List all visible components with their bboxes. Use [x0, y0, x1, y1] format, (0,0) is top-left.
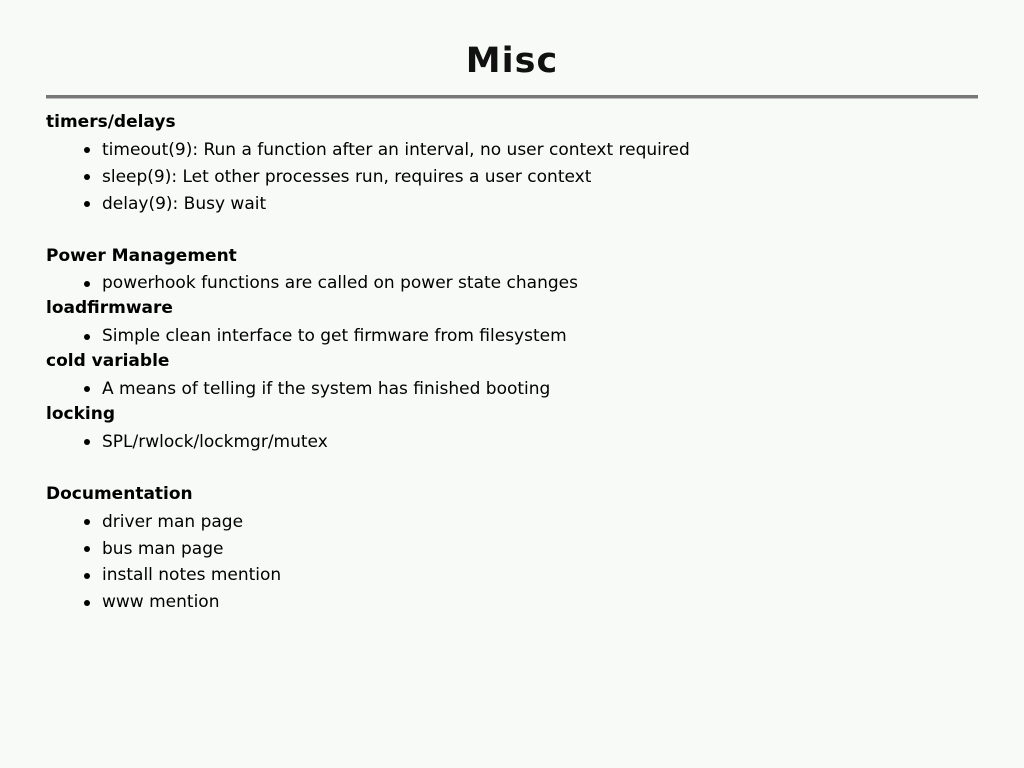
bullet-dot-icon — [84, 201, 90, 207]
section-heading: Documentation — [46, 483, 193, 504]
bullet-dot-icon — [84, 147, 90, 153]
bullet-list — [46, 270, 978, 297]
list-item — [84, 323, 978, 350]
bullet-dot-icon — [84, 281, 90, 287]
bullet-dot-icon — [84, 546, 90, 552]
list-item-label: delay(9): Busy wait — [102, 193, 267, 214]
content-group-power-management — [46, 245, 978, 298]
bullet-dot-icon — [84, 334, 90, 340]
list-item — [84, 270, 978, 297]
bullet-list — [46, 323, 978, 350]
list-item-label: timeout(9): Run a function after an interval, no user context required — [102, 139, 690, 160]
bullet-dot-icon — [84, 174, 90, 180]
list-item — [84, 562, 978, 589]
title-divider — [46, 95, 978, 99]
section-heading: timers/delays — [46, 112, 176, 132]
section-heading: cold variable — [46, 351, 170, 372]
content-group-documentation — [46, 483, 978, 616]
list-item-label: bus man page — [102, 538, 224, 559]
list-item-label: driver man page — [102, 511, 244, 532]
list-item-label: A means of telling if the system has finished booting — [102, 379, 551, 400]
list-item — [84, 164, 978, 191]
list-item — [84, 536, 978, 563]
list-item — [84, 509, 978, 536]
list-item-label: Simple clean interface to get firmware from filesystem — [102, 326, 567, 347]
bullet-list — [46, 509, 978, 616]
bullet-dot-icon — [84, 439, 90, 445]
bullet-dot-icon — [84, 519, 90, 525]
content-group-locking — [46, 403, 978, 456]
bullet-list — [46, 429, 978, 456]
list-item-label: sleep(9): Let other processes run, requires a user context — [102, 166, 592, 187]
content-group-timers-delays — [46, 111, 978, 218]
list-item-label: SPL/rwlock/lockmgr/mutex — [102, 431, 328, 452]
list-item — [84, 376, 978, 403]
bullet-dot-icon — [84, 386, 90, 392]
list-item — [84, 589, 978, 616]
page-title: Misc — [465, 41, 559, 81]
list-item-label: www mention — [102, 592, 220, 613]
section-heading: locking — [46, 403, 115, 424]
bullet-list — [46, 376, 978, 403]
bullet-dot-icon — [84, 600, 90, 606]
bullet-dot-icon — [84, 573, 90, 579]
content-group-cold-variable — [46, 350, 978, 403]
list-item-label: install notes mention — [102, 565, 282, 586]
bullet-list — [46, 137, 978, 218]
section-heading: Power Management — [46, 245, 237, 266]
list-item — [84, 191, 978, 218]
slide-content — [0, 111, 1024, 616]
section-heading: loadfirmware — [46, 298, 173, 319]
list-item-label: powerhook functions are called on power state changes — [102, 273, 578, 294]
list-item — [84, 429, 978, 456]
list-item — [84, 137, 978, 164]
content-group-loadfirmware — [46, 297, 978, 350]
